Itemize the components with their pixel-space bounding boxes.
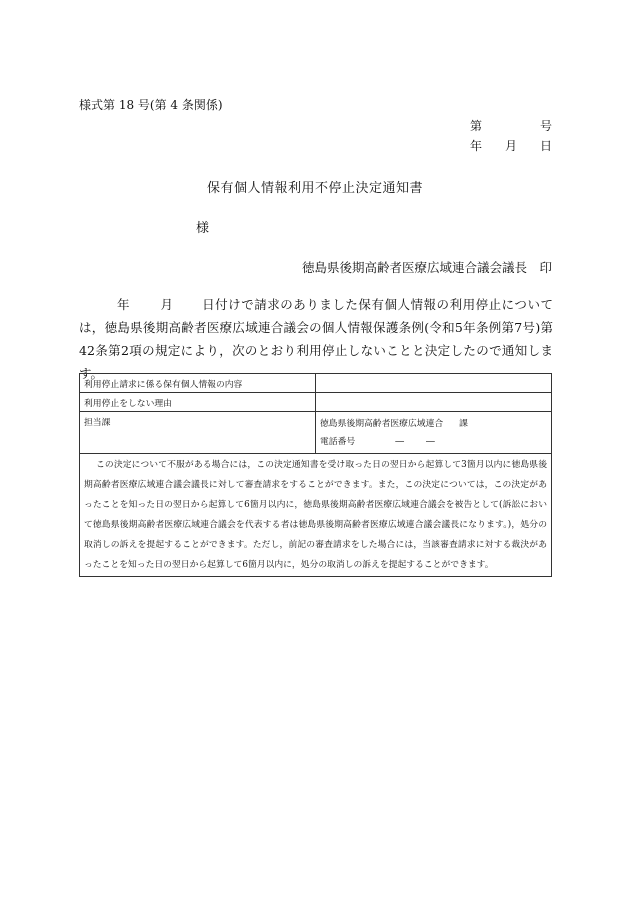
sender-line: 徳島県後期高齢者医療広域連合議会議長 印 xyxy=(301,260,552,275)
body-paragraph xyxy=(79,293,553,385)
date-line xyxy=(470,137,552,154)
decision-table xyxy=(79,373,552,577)
body-year: 年 xyxy=(117,297,131,312)
addressee-suffix: 様 xyxy=(196,221,210,236)
document-number-line xyxy=(470,117,552,134)
body-month: 月 xyxy=(160,297,174,312)
phone-dash: ― xyxy=(395,437,404,447)
table-row xyxy=(80,374,552,393)
date-year: 年 xyxy=(470,139,483,153)
department-name: 徳島県後期高齢者医療広域連合 xyxy=(320,419,444,429)
form-number: 様式第 18 号(第 4 条関係) xyxy=(79,98,223,112)
table-row xyxy=(80,393,552,412)
department-value xyxy=(316,412,552,454)
phone-dash: ― xyxy=(426,437,435,447)
content-value xyxy=(316,374,552,393)
reason-value xyxy=(316,393,552,412)
table-row xyxy=(80,454,552,577)
appeal-notice: この決定について不服がある場合には，この決定通知書を受け取った日の翌日から起算して3箇月以内に徳島県後期高齢者医療広域連合議会議長に対して審査請求をすることができます。また，この決定については，この決定があったことを知った日の翌日から起算して6箇月以内に，徳島県後期高齢者医療広域連合議会を被告として(訴訟において徳島県後期高齢者医療広域連合議会を代表する者は徳島県後期高齢者医療広域連合議会議長になります。)，処分の取消しの訴えを提起することができます。ただし，前記の審査請求をした場合には，当該審査請求に対する裁決があったことを知った日の翌日から起算して6箇月以内に，処分の取消しの訴えを提起することができます。 xyxy=(80,454,552,577)
reason-label: 利用停止をしない理由 xyxy=(80,393,316,412)
department-suffix: 課 xyxy=(459,419,468,429)
table-row xyxy=(80,412,552,454)
doc-number-go: 号 xyxy=(539,119,552,133)
doc-number-dai: 第 xyxy=(470,119,483,133)
phone-label: 電話番号 xyxy=(320,437,356,447)
department-label: 担当課 xyxy=(80,412,316,454)
document-title: 保有個人情報利用不停止決定通知書 xyxy=(206,181,423,196)
date-day: 日 xyxy=(539,139,552,153)
body-text: 日付けで請求のありました保有個人情報の利用停止については，徳島県後期高齢者医療広域連合議会の個人情報保護条例(令和5年条例第7号)第42条第2項の規定により，次のとおり利用停止しないことと決定したので通知します。 xyxy=(79,297,553,381)
content-label: 利用停止請求に係る保有個人情報の内容 xyxy=(80,374,316,393)
date-month: 月 xyxy=(504,139,517,153)
